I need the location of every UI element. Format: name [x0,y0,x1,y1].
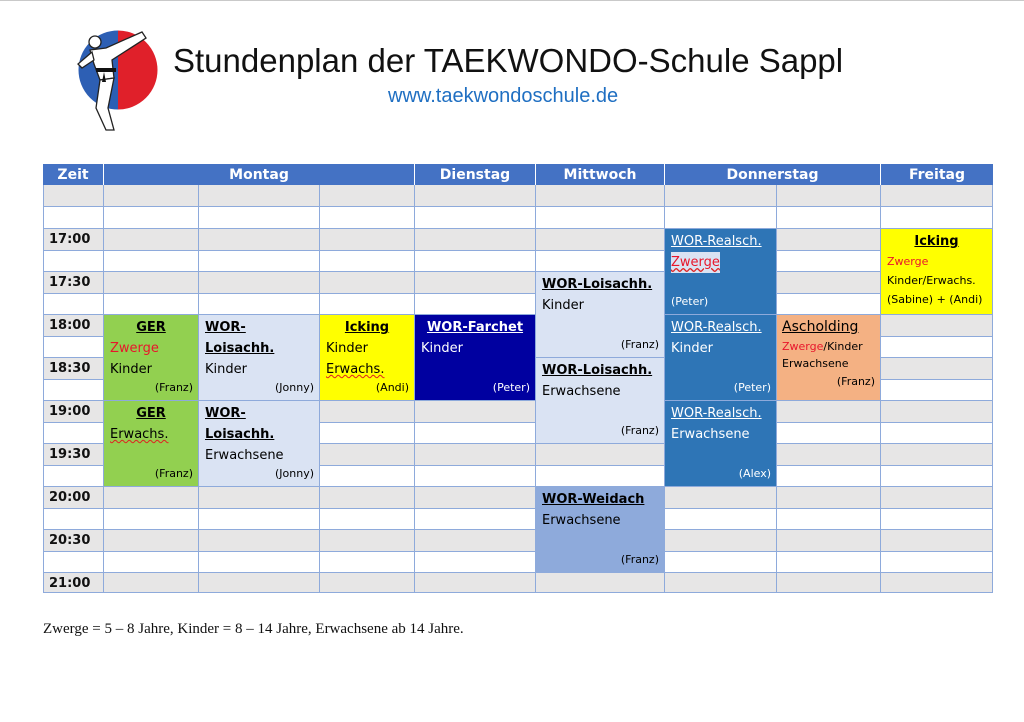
instructor-label: (Peter) [671,295,709,308]
group-label: Kinder [421,341,463,356]
group-label: Zwerge [782,340,824,353]
instructor-label: (Sabine) + (Andi) [887,293,983,306]
instructor-label: (Franz) [620,338,659,351]
age-legend: Zwerge = 5 – 8 Jahre, Kinder = 8 – 14 Jahre, Erwachsene ab 14 Jahre. [43,621,464,637]
instructor-label: (Andi) [375,381,409,394]
group-label: /Kinder [823,340,863,353]
class-block-mi-loisachh-erwachsene[interactable] [536,358,664,443]
group-label: Erwachsene [782,357,849,370]
class-title: Ascholding [782,319,859,335]
time-label: 17:30 [49,275,91,290]
class-title: WOR-Realsch. [671,320,762,335]
class-title: WOR-Loisachh. [542,363,653,378]
header-zeit: Zeit [43,164,104,185]
instructor-label: (Franz) [836,375,875,388]
class-block-wor-weidach[interactable] [536,487,664,572]
class-block-mi-loisachh-kinder[interactable] [536,272,664,357]
group-label: Kinder [671,341,713,356]
group-label: Kinder [542,298,584,313]
header-montag: Montag [104,164,415,185]
group-label: Kinder [205,362,247,377]
class-block-wor-farchet[interactable] [415,315,535,400]
time-label: 19:30 [49,447,91,462]
instructor-label: (Franz) [154,381,193,394]
header-mittwoch: Mittwoch [536,164,665,185]
group-label: Kinder [110,362,152,377]
class-title: WOR-Realsch. [671,406,762,421]
instructor-label: (Peter) [492,381,530,394]
group-label: Zwerge [887,255,929,268]
instructor-label: (Jonny) [274,381,314,394]
instructor-label: (Alex) [738,467,771,480]
group-label: Erwachs. [110,427,169,442]
class-title: GER [136,320,166,335]
class-title: WOR-Realsch. [671,234,762,249]
instructor-label: (Jonny) [274,467,314,480]
class-block-icking-freitag[interactable] [881,229,992,314]
header-donnerstag: Donnerstag [665,164,881,185]
group-label: Erwachs. [326,362,385,377]
time-label: 17:00 [49,232,91,247]
instructor-label: (Franz) [154,467,193,480]
group-label: Kinder [326,341,368,356]
class-block-icking-montag[interactable] [320,315,414,400]
class-block-wor-realsch-zwerge[interactable] [665,229,776,314]
class-block-ger-erwachs[interactable] [104,401,198,486]
class-title: Icking [914,234,959,249]
group-label: Erwachsene [542,384,621,399]
time-label: 20:00 [49,490,91,505]
class-title: GER [136,406,166,421]
time-label: 19:00 [49,404,91,419]
group-label: Erwachsene [205,448,284,463]
time-label: 20:30 [49,533,91,548]
group-label: Zwerge [110,341,159,356]
group-label: Erwachsene [671,427,750,442]
group-label: Zwerge [671,252,720,273]
class-title: WOR-Loisachh. [205,406,275,442]
group-line [782,338,875,355]
class-block-ascholding[interactable] [777,315,880,400]
time-label: 21:00 [49,576,91,591]
class-block-wor-realsch-kinder[interactable] [665,315,776,400]
taekwondo-logo [70,20,166,140]
class-block-ger-kinder[interactable] [104,315,198,400]
class-title: WOR-Farchet [426,320,524,335]
website-link[interactable]: www.taekwondoschule.de [388,85,619,107]
class-title: WOR-Weidach [542,492,645,507]
instructor-label: (Peter) [733,381,771,394]
group-label: Kinder/Erwachs. [887,274,976,287]
page-title: Stundenplan der TAEKWONDO-Schule Sappl [173,42,844,79]
class-block-wor-realsch-erwachsene[interactable] [665,401,776,486]
header-dienstag: Dienstag [415,164,536,185]
time-label: 18:30 [49,361,91,376]
class-title: Icking [344,320,390,335]
time-label: 18:00 [49,318,91,333]
header-freitag: Freitag [881,164,993,185]
top-border-line [0,0,1024,1]
class-block-wor-loisachh-kinder[interactable] [199,315,319,400]
instructor-label: (Franz) [620,424,659,437]
class-title: WOR-Loisachh. [542,277,653,292]
group-label: Erwachsene [542,513,621,528]
instructor-label: (Franz) [620,553,659,566]
class-block-wor-loisachh-erwachsene[interactable] [199,401,319,486]
schedule-table [43,164,993,593]
class-title: WOR-Loisachh. [205,320,275,356]
